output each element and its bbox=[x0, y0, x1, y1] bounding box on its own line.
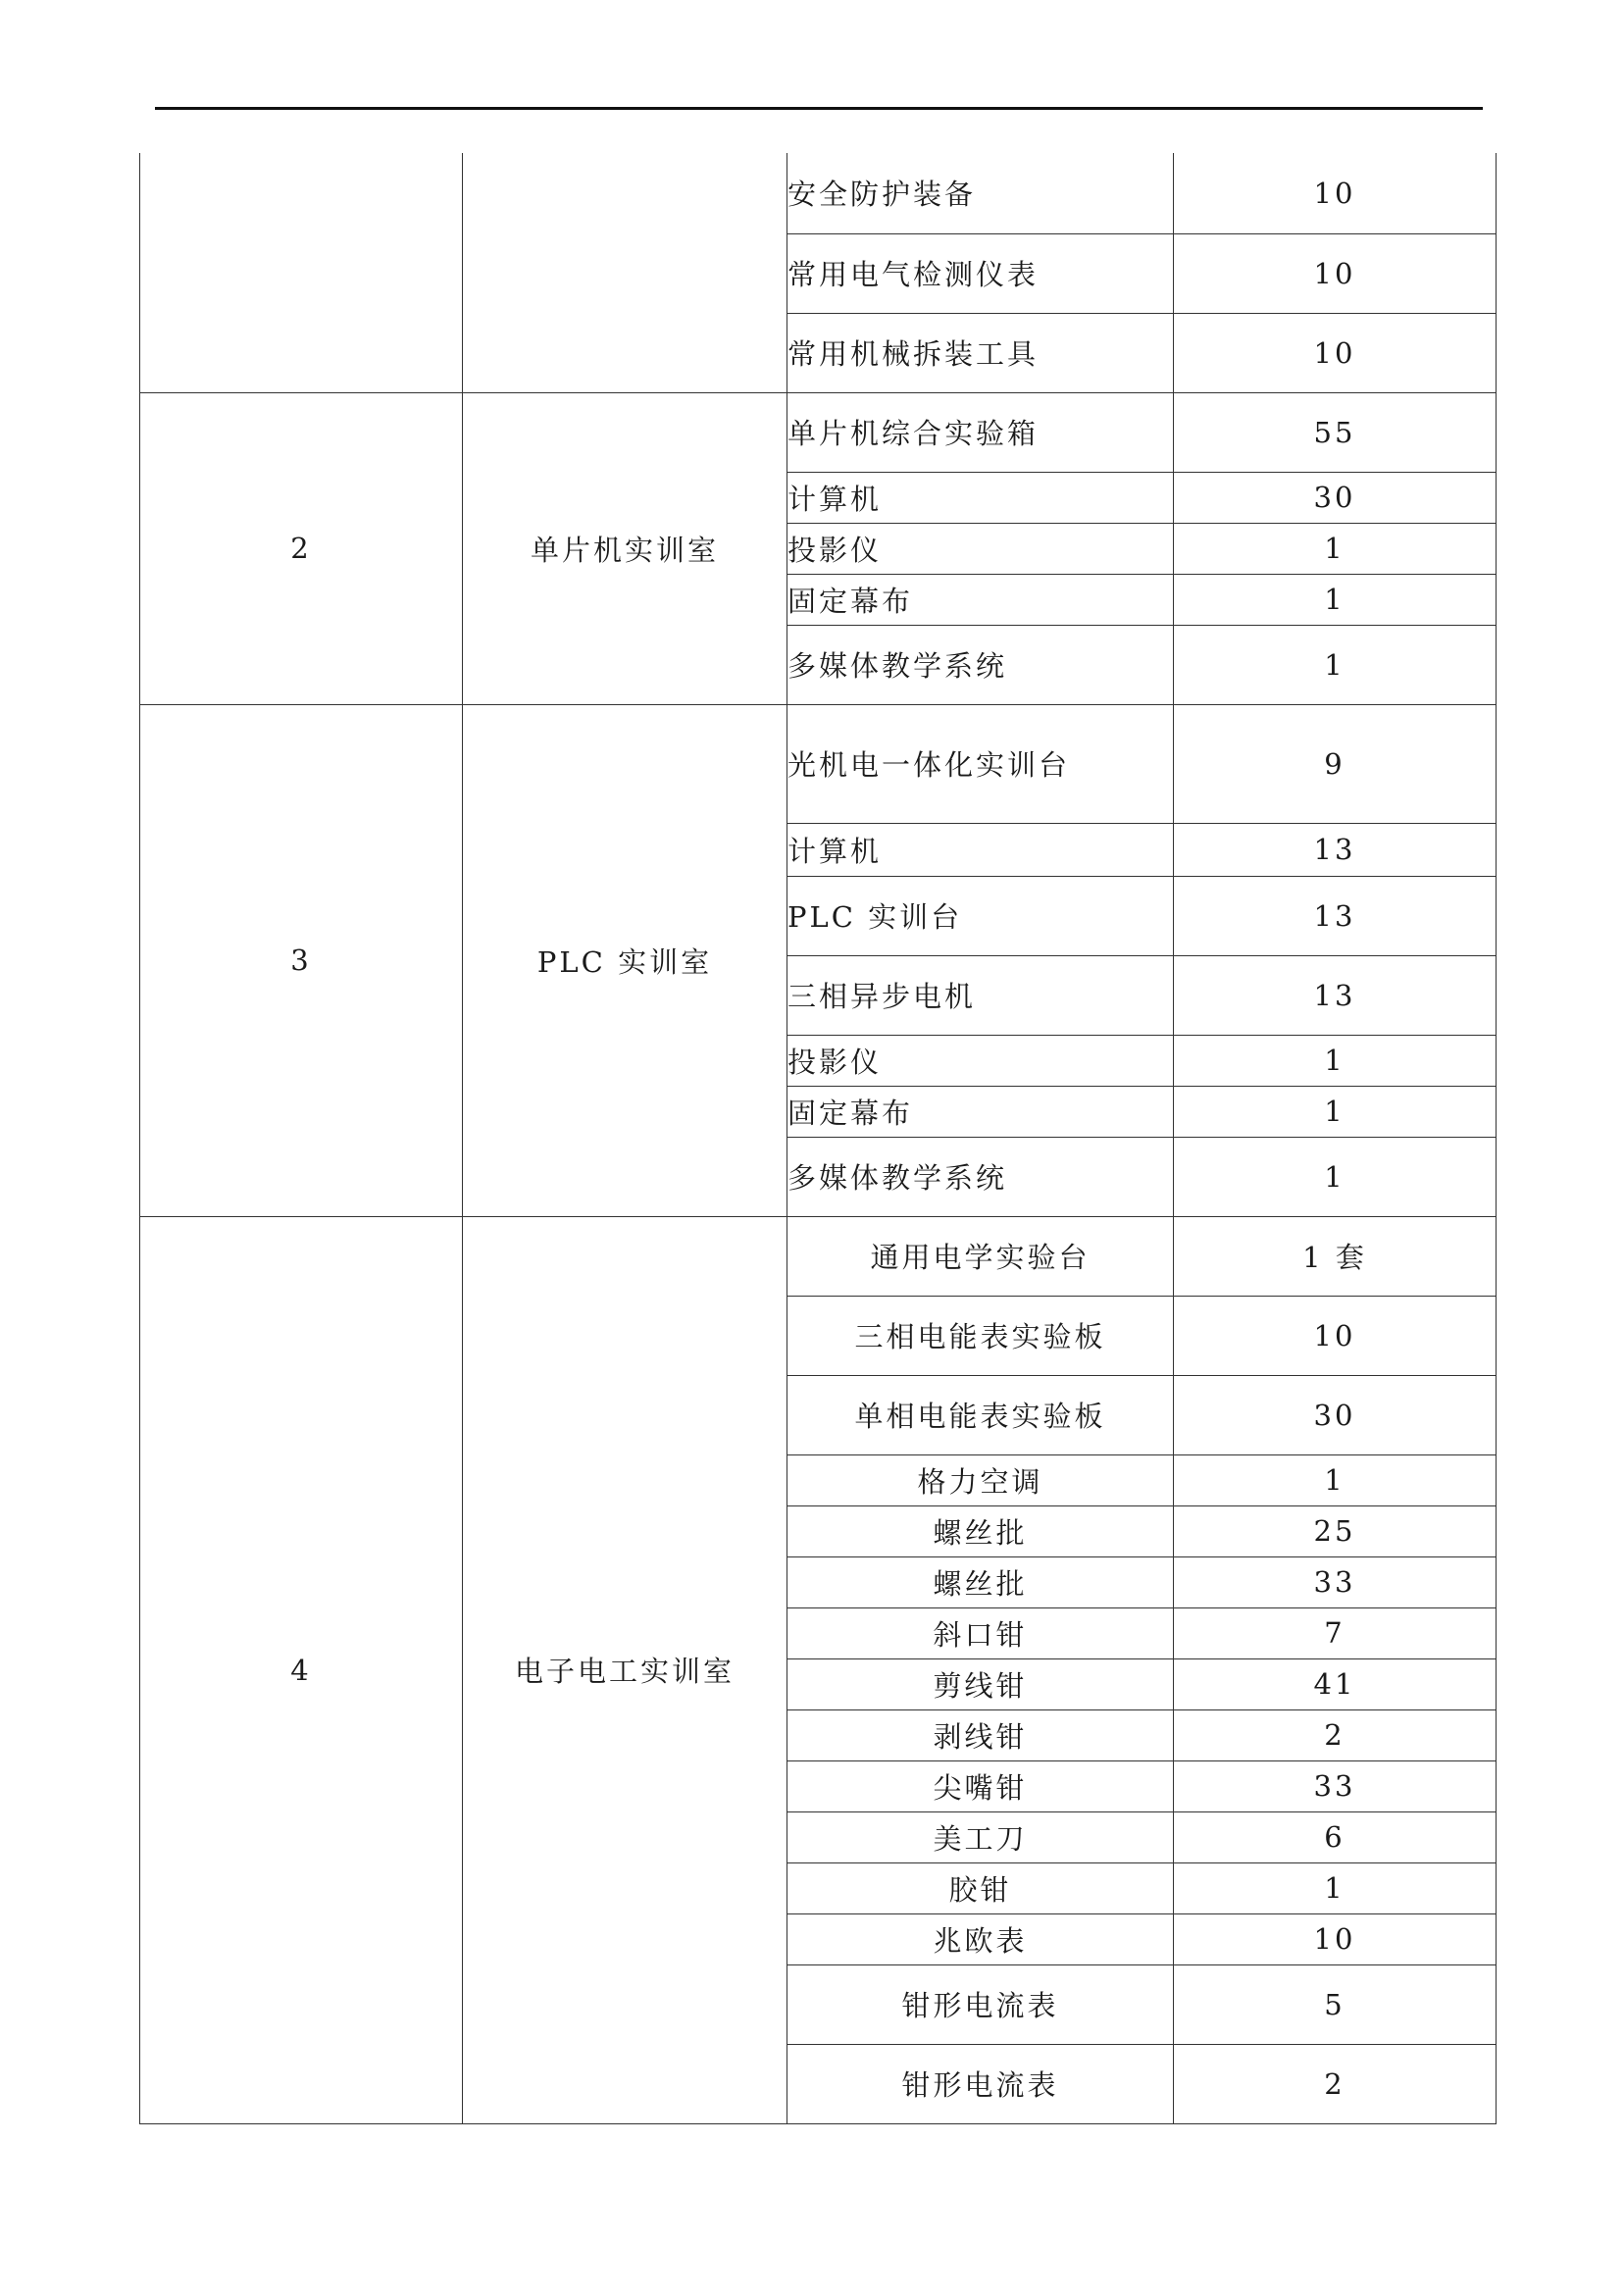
equipment-name-cell: 安全防护装备 bbox=[787, 153, 1174, 233]
quantity-cell: 1 bbox=[1174, 523, 1497, 574]
lab-number-cell bbox=[140, 153, 463, 392]
quantity-cell: 25 bbox=[1174, 1505, 1497, 1556]
table-row bbox=[140, 704, 1497, 823]
equipment-name-cell: 常用机械拆装工具 bbox=[787, 313, 1174, 392]
equipment-name-cell: 三相电能表实验板 bbox=[787, 1296, 1174, 1375]
equipment-name-cell: 固定幕布 bbox=[787, 1086, 1174, 1137]
quantity-cell: 55 bbox=[1174, 392, 1497, 472]
quantity-cell: 33 bbox=[1174, 1556, 1497, 1607]
equipment-name-cell: 美工刀 bbox=[787, 1811, 1174, 1862]
quantity-cell: 7 bbox=[1174, 1607, 1497, 1658]
equipment-name-cell: 投影仪 bbox=[787, 523, 1174, 574]
quantity-cell: 1 bbox=[1174, 1137, 1497, 1216]
equipment-name-cell: 通用电学实验台 bbox=[787, 1216, 1174, 1296]
equipment-name-cell: 格力空调 bbox=[787, 1454, 1174, 1505]
quantity-cell: 1 bbox=[1174, 1454, 1497, 1505]
quantity-cell: 9 bbox=[1174, 704, 1497, 823]
equipment-name-cell: 投影仪 bbox=[787, 1035, 1174, 1086]
equipment-name-cell: 单片机综合实验箱 bbox=[787, 392, 1174, 472]
quantity-cell: 1 bbox=[1174, 1862, 1497, 1913]
quantity-cell: 6 bbox=[1174, 1811, 1497, 1862]
quantity-cell: 1 bbox=[1174, 574, 1497, 625]
header-rule bbox=[155, 107, 1483, 110]
table-row bbox=[140, 392, 1497, 472]
quantity-cell: 10 bbox=[1174, 153, 1497, 233]
equipment-name-cell: 螺丝批 bbox=[787, 1505, 1174, 1556]
quantity-cell: 10 bbox=[1174, 1913, 1497, 1964]
equipment-name-cell: 光机电一体化实训台 bbox=[787, 704, 1174, 823]
quantity-cell: 2 bbox=[1174, 2044, 1497, 2123]
quantity-cell: 1 套 bbox=[1174, 1216, 1497, 1296]
quantity-cell: 10 bbox=[1174, 233, 1497, 313]
equipment-name-cell: 多媒体教学系统 bbox=[787, 625, 1174, 704]
table-row bbox=[140, 1216, 1497, 1296]
lab-name-cell: PLC 实训室 bbox=[463, 704, 787, 1216]
equipment-name-cell: 固定幕布 bbox=[787, 574, 1174, 625]
lab-number-cell: 3 bbox=[140, 704, 463, 1216]
equipment-name-cell: 斜口钳 bbox=[787, 1607, 1174, 1658]
equipment-name-cell: 剥线钳 bbox=[787, 1709, 1174, 1760]
quantity-cell: 13 bbox=[1174, 823, 1497, 876]
equipment-name-cell: 胶钳 bbox=[787, 1862, 1174, 1913]
lab-name-cell: 单片机实训室 bbox=[463, 392, 787, 704]
quantity-cell: 41 bbox=[1174, 1658, 1497, 1709]
equipment-table-body bbox=[140, 153, 1497, 2123]
equipment-name-cell: 钳形电流表 bbox=[787, 2044, 1174, 2123]
equipment-name-cell: 计算机 bbox=[787, 472, 1174, 523]
quantity-cell: 1 bbox=[1174, 1086, 1497, 1137]
lab-name-cell: 电子电工实训室 bbox=[463, 1216, 787, 2123]
quantity-cell: 1 bbox=[1174, 1035, 1497, 1086]
lab-name-cell bbox=[463, 153, 787, 392]
quantity-cell: 5 bbox=[1174, 1964, 1497, 2044]
equipment-table bbox=[139, 153, 1497, 2124]
quantity-cell: 13 bbox=[1174, 955, 1497, 1035]
quantity-cell: 10 bbox=[1174, 313, 1497, 392]
quantity-cell: 1 bbox=[1174, 625, 1497, 704]
quantity-cell: 13 bbox=[1174, 876, 1497, 955]
equipment-name-cell: 兆欧表 bbox=[787, 1913, 1174, 1964]
equipment-name-cell: 计算机 bbox=[787, 823, 1174, 876]
lab-number-cell: 4 bbox=[140, 1216, 463, 2123]
quantity-cell: 30 bbox=[1174, 472, 1497, 523]
table-row bbox=[140, 153, 1497, 233]
equipment-name-cell: PLC 实训台 bbox=[787, 876, 1174, 955]
lab-number-cell: 2 bbox=[140, 392, 463, 704]
equipment-name-cell: 螺丝批 bbox=[787, 1556, 1174, 1607]
quantity-cell: 33 bbox=[1174, 1760, 1497, 1811]
equipment-name-cell: 三相异步电机 bbox=[787, 955, 1174, 1035]
equipment-name-cell: 尖嘴钳 bbox=[787, 1760, 1174, 1811]
quantity-cell: 30 bbox=[1174, 1375, 1497, 1454]
equipment-name-cell: 剪线钳 bbox=[787, 1658, 1174, 1709]
equipment-name-cell: 常用电气检测仪表 bbox=[787, 233, 1174, 313]
equipment-name-cell: 多媒体教学系统 bbox=[787, 1137, 1174, 1216]
quantity-cell: 2 bbox=[1174, 1709, 1497, 1760]
quantity-cell: 10 bbox=[1174, 1296, 1497, 1375]
equipment-name-cell: 钳形电流表 bbox=[787, 1964, 1174, 2044]
equipment-name-cell: 单相电能表实验板 bbox=[787, 1375, 1174, 1454]
